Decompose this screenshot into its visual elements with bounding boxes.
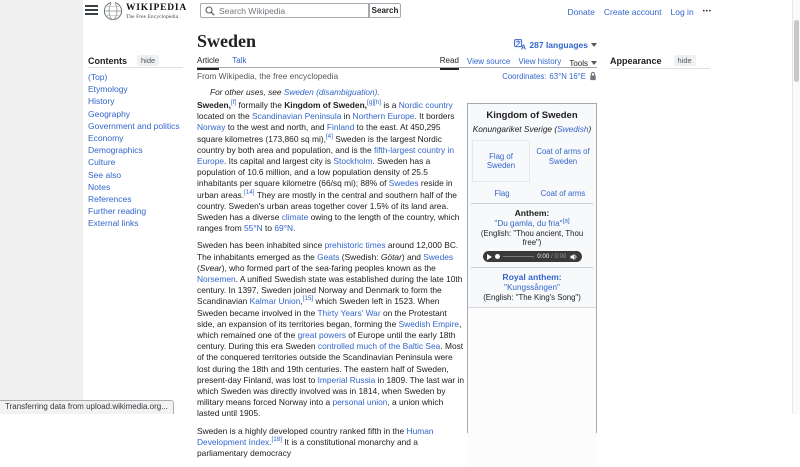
royal-anthem-label-link[interactable]: Royal anthem: — [502, 272, 562, 282]
scrollbar-thumb[interactable] — [794, 20, 799, 82]
ref-link[interactable]: [g][h] — [367, 99, 382, 107]
appearance-hide-button[interactable]: hide — [674, 55, 696, 66]
text-link[interactable]: Stockholm — [333, 156, 373, 167]
paragraph — [197, 240, 465, 419]
royal-anthem-title-link[interactable]: "Kungssången" — [504, 283, 560, 292]
text: (Swedish: — [339, 251, 381, 262]
more-options-button[interactable]: ••• — [702, 9, 712, 15]
hatnote — [210, 87, 460, 97]
text: . — [377, 87, 380, 97]
player-track[interactable] — [503, 256, 535, 258]
tab-talk[interactable]: Talk — [232, 56, 247, 65]
text: . Most of the conquered territories outside the Scandinavian Peninsula were lost during the 18th and 19th centuries. The eastern half of Sweden, present-day Finland, was lost to — [197, 341, 464, 385]
language-icon — [514, 39, 526, 50]
text: For other uses, see — [210, 87, 284, 97]
tools-menu[interactable] — [569, 59, 597, 68]
sidebar-item[interactable]: (Top) — [88, 72, 108, 82]
anthem-title-link[interactable] — [472, 219, 592, 228]
infobox-title: Kingdom of Sweden — [486, 110, 578, 121]
text-link[interactable]: Norsemen — [197, 274, 236, 285]
logo-tagline: The Free Encyclopedia — [126, 14, 179, 20]
text: located on the — [197, 111, 252, 122]
text-link[interactable]: Swedish Empire — [398, 318, 460, 329]
text: around 12,000 BC. The inhabitants emerged as the — [197, 240, 459, 262]
text: in — [341, 111, 353, 122]
coat-of-arms-alt-link[interactable]: Coat of arms of Sweden — [536, 147, 590, 166]
infobox-native-name — [472, 124, 592, 134]
audio-player[interactable] — [483, 251, 582, 262]
anthem-english: (English: "Thou ancient, Thou free") — [480, 229, 584, 247]
article-body — [197, 100, 465, 459]
tab-article[interactable]: Article — [197, 56, 219, 70]
sidebar-item[interactable]: Notes — [88, 181, 111, 192]
languages-button[interactable] — [514, 39, 597, 50]
sidebar-item[interactable]: Geography — [88, 108, 131, 119]
text: ) — [588, 124, 592, 134]
contents-divider — [88, 67, 183, 68]
login-link[interactable]: Log in — [670, 7, 694, 17]
royal-anthem-english: (English: "The King's Song") — [483, 293, 581, 302]
sidebar-item[interactable]: External links — [88, 218, 139, 229]
wikipedia-logo[interactable] — [103, 1, 188, 21]
text: Sweden is a highly developed country ranked fifth in the — [197, 425, 407, 436]
text-link[interactable]: climate — [281, 212, 309, 223]
text-link[interactable]: Swedish — [557, 124, 589, 134]
text-link[interactable]: Imperial Russia — [317, 374, 376, 385]
text: to — [262, 223, 275, 234]
text: . Sweden has a population of 10.6 million, and a low population density of 25.5 inhabitants per square kilometre (66/sq mi); 88% of — [197, 156, 431, 189]
text: . A unified Swedish state was established during the late 10th century. In 1397, Sweden joined Norway and Denmark to form the Scandinavian — [197, 274, 463, 307]
text-link[interactable]: Swedes — [423, 251, 454, 262]
text: in 1809. The last war in which Sweden was directly involved was in 1814, when Sweden by military means forced Norway into a — [197, 374, 465, 408]
play-button[interactable] — [487, 254, 492, 260]
text-link[interactable]: great powers — [297, 330, 346, 341]
sidebar-item[interactable]: Demographics — [88, 145, 143, 156]
menu-button[interactable] — [85, 5, 98, 16]
text-link[interactable]: Thirty Years' War — [317, 307, 381, 318]
sidebar-item[interactable]: Culture — [88, 157, 116, 168]
infobox-divider — [471, 203, 593, 204]
languages-label: 287 languages — [529, 39, 588, 50]
text: They are mostly in the central and southern half of the country. Sweden's urban areas together cover 1.5% of its land area. Sweden has a diverse — [197, 189, 457, 223]
volume-icon[interactable] — [570, 253, 578, 261]
search-button[interactable]: Search — [369, 3, 401, 18]
text-link[interactable]: Kalmar Union — [249, 296, 301, 307]
sidebar-item[interactable]: Further reading — [88, 206, 147, 217]
text: to the west and north, and — [225, 122, 327, 133]
svg-text:A: A — [521, 44, 527, 52]
player-time: 0:00 / 0:00 — [537, 253, 567, 260]
infobox — [467, 103, 597, 433]
paragraph — [197, 426, 465, 460]
sidebar-item[interactable]: Economy — [88, 133, 124, 144]
text: , — [300, 296, 303, 307]
text: Sweden is the largest Nordic country by both area and population, and is the — [197, 133, 442, 155]
text-link[interactable]: Scandinavian Peninsula — [251, 111, 342, 122]
text-link[interactable]: 55°N — [244, 223, 263, 234]
text: Sweden has been inhabited since — [197, 240, 325, 251]
lock-icon — [589, 71, 597, 81]
text-link[interactable]: Swedes — [388, 178, 419, 189]
text-link[interactable]: Northern Europe — [352, 111, 415, 122]
text: ( — [197, 262, 200, 273]
tools-label: Tools — [569, 58, 588, 68]
text-link[interactable]: 69°N — [274, 223, 294, 234]
sidebar-toc — [88, 71, 188, 230]
text: , which remained one of the — [197, 318, 462, 341]
text: ), who formed part of the sea-faring peoples known as the — [221, 262, 436, 273]
text: to the east. At 450,295 square kilometres (173,860 sq mi), — [197, 122, 441, 144]
text-link[interactable]: Sweden (disambiguation) — [283, 87, 378, 97]
anthem-label: Anthem: — [514, 208, 550, 218]
text-link[interactable]: Finland — [326, 122, 355, 133]
text-link[interactable]: Geats — [317, 251, 340, 262]
text-link[interactable]: Norway — [197, 122, 226, 133]
flag-alt-link[interactable]: Flag of Sweden — [486, 152, 516, 170]
text: . Its capital and largest city is — [224, 156, 334, 167]
ref-link[interactable]: [18] — [271, 436, 283, 444]
text: of Europe until the early 18th century. During this era Sweden — [197, 330, 456, 352]
text: . — [269, 436, 272, 447]
sidebar-item[interactable]: References — [88, 194, 132, 205]
text: ( — [552, 124, 558, 134]
contents-hide-button[interactable]: hide — [137, 55, 159, 66]
sidebar-item[interactable]: Etymology — [88, 84, 128, 95]
text: It is a constitutional monarchy and a parliamentary democracy — [197, 436, 418, 459]
text: owing to the length of the country, which ranges from — [197, 212, 460, 234]
sidebar-item[interactable]: See also — [88, 169, 122, 180]
text: Svear — [199, 262, 222, 273]
ref-link[interactable]: [f] — [230, 99, 237, 107]
appearance-divider — [610, 68, 710, 69]
search-box[interactable] — [200, 3, 369, 18]
infobox-divider — [471, 267, 593, 268]
text-link[interactable]: fifth-largest country in Europe — [197, 144, 454, 167]
text: Kingdom of Sweden, — [284, 100, 368, 110]
tab-view-source[interactable]: View source — [466, 57, 511, 66]
flag-caption-link[interactable]: Flag — [494, 189, 510, 198]
text-link[interactable]: personal union — [332, 397, 388, 408]
text: Sweden, — [197, 100, 231, 110]
sidebar-item[interactable]: Government and politics — [88, 120, 180, 131]
text-link[interactable]: Nordic country — [398, 100, 453, 110]
text-link[interactable]: controlled much of the Baltic Sea — [317, 341, 441, 352]
text: ) and — [401, 251, 424, 262]
text: on the Protestant side, an expansion of its territories began, forming the — [197, 307, 447, 329]
search-input[interactable] — [219, 6, 364, 16]
contents-title: Contents — [88, 55, 127, 66]
coat-of-arms-caption-link[interactable]: Coat of arms — [540, 189, 586, 198]
text-link[interactable]: Human Development Index — [197, 425, 434, 447]
text: Götar — [380, 251, 402, 262]
text: reside in urban areas. — [197, 178, 453, 200]
appearance-title: Appearance — [610, 55, 662, 66]
text-link[interactable]: prehistoric times — [324, 240, 386, 251]
text: , a union which lasted until 1905. — [197, 397, 444, 419]
coordinates-value[interactable]: 63°N 16°E — [549, 71, 586, 81]
infobox-map-loading-placeholder — [468, 307, 596, 467]
wikipedia-globe-icon — [103, 1, 123, 21]
logo-wordmark: WIKIPEDIA — [126, 3, 188, 13]
create-account-link[interactable]: Create account — [603, 7, 662, 17]
page-title: Sweden — [197, 31, 257, 51]
sidebar-item[interactable]: History — [88, 96, 115, 107]
text: Konungariket Sverige — [472, 124, 553, 134]
paragraph — [197, 100, 465, 234]
tab-view-history[interactable]: View history — [518, 57, 562, 66]
ref-link[interactable]: [15] — [302, 295, 314, 303]
coordinates-label[interactable]: Coordinates: — [502, 71, 547, 81]
article-subtitle: From Wikipedia, the free encyclopedia — [197, 71, 339, 81]
text: . It borders — [414, 111, 455, 122]
coordinates[interactable] — [502, 71, 597, 81]
anthem-ref-link[interactable]: [a] — [562, 217, 570, 225]
anthem-title[interactable]: "Du gamla, du fria" — [494, 219, 563, 228]
text: is a — [381, 100, 399, 110]
player-seek-knob[interactable] — [495, 254, 500, 259]
chevron-down-icon — [591, 61, 597, 65]
ref-link[interactable]: [4] — [325, 132, 333, 140]
text: formally the — [236, 100, 285, 110]
chevron-down-icon — [591, 43, 597, 47]
ref-link[interactable]: [14] — [244, 188, 255, 196]
browser-status-tooltip: Transferring data from upload.wikimedia.org... — [0, 400, 174, 414]
donate-link[interactable]: Donate — [567, 7, 595, 17]
page-gutter — [0, 0, 83, 414]
flag-image-placeholder[interactable] — [472, 140, 530, 182]
text: which Sweden left in 1523. When Sweden became involved in the — [197, 296, 440, 318]
text: . — [293, 223, 296, 234]
tab-read[interactable]: Read — [440, 56, 459, 70]
search-icon — [205, 6, 215, 16]
